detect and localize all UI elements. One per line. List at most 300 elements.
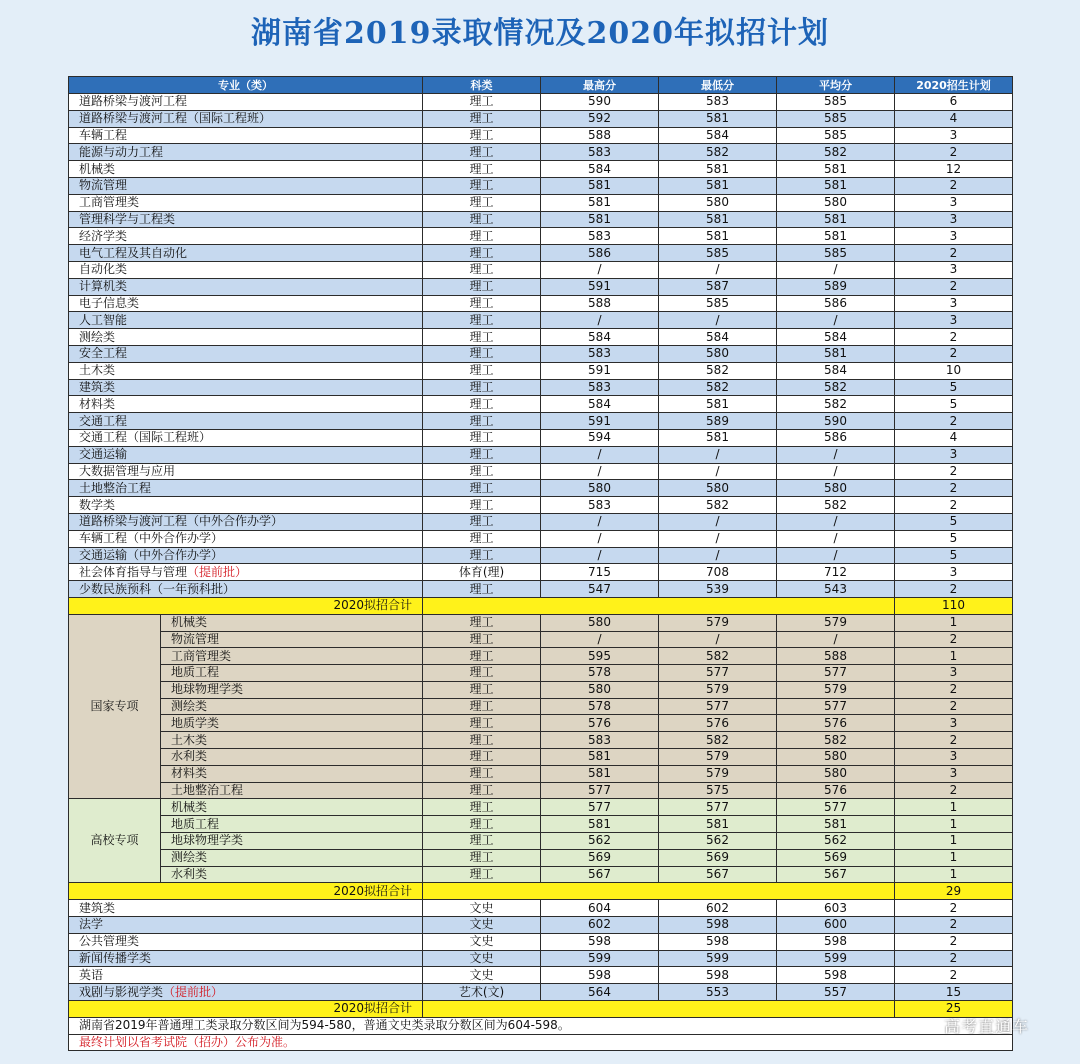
avg-score-cell: 581: [777, 228, 895, 245]
min-score-cell: 553: [659, 984, 777, 1001]
major-cell: 建筑类: [69, 379, 423, 396]
avg-score-cell: /: [777, 312, 895, 329]
max-score-cell: 591: [541, 362, 659, 379]
plan-cell: 2: [895, 732, 1013, 749]
total-row: [69, 597, 1013, 614]
national-special-row: [69, 614, 1013, 631]
table-row: [69, 950, 1013, 967]
university-special-label: 高校专项: [69, 799, 161, 883]
min-score-cell: 567: [659, 866, 777, 883]
major-cell: 公共管理类: [69, 933, 423, 950]
min-score-cell: 581: [659, 396, 777, 413]
category-cell: 理工: [423, 396, 541, 413]
avg-score-cell: /: [777, 530, 895, 547]
max-score-cell: 578: [541, 698, 659, 715]
category-cell: 理工: [423, 833, 541, 850]
plan-cell: 2: [895, 917, 1013, 934]
table-row: [69, 362, 1013, 379]
score-range-note: 湖南省2019年普通理工类录取分数区间为594-580，普通文史类录取分数区间为604-598。: [69, 1017, 1013, 1034]
max-score-cell: 562: [541, 833, 659, 850]
avg-score-cell: 576: [777, 782, 895, 799]
min-score-cell: 580: [659, 194, 777, 211]
plan-cell: 2: [895, 177, 1013, 194]
plan-cell: 3: [895, 446, 1013, 463]
national-special-row: [69, 665, 1013, 682]
national-special-label: 国家专项: [69, 614, 161, 799]
table-row: [69, 463, 1013, 480]
avg-score-cell: 577: [777, 665, 895, 682]
category-cell: 理工: [423, 177, 541, 194]
plan-cell: 2: [895, 345, 1013, 362]
plan-cell: 2: [895, 933, 1013, 950]
plan-cell: 4: [895, 110, 1013, 127]
max-score-cell: 594: [541, 429, 659, 446]
major-cell: 大数据管理与应用: [69, 463, 423, 480]
category-cell: 理工: [423, 816, 541, 833]
header-min: 最低分: [659, 77, 777, 94]
min-score-cell: 579: [659, 749, 777, 766]
plan-cell: 12: [895, 161, 1013, 178]
major-cell: 新闻传播学类: [69, 950, 423, 967]
major-cell: 车辆工程（中外合作办学）: [69, 530, 423, 547]
max-score-cell: 564: [541, 984, 659, 1001]
plan-cell: 5: [895, 379, 1013, 396]
table-row: [69, 211, 1013, 228]
category-cell: 理工: [423, 110, 541, 127]
category-cell: 理工: [423, 849, 541, 866]
avg-score-cell: 581: [777, 161, 895, 178]
avg-score-cell: 586: [777, 429, 895, 446]
category-cell: 理工: [423, 480, 541, 497]
major-cell: 物流管理: [69, 177, 423, 194]
plan-cell: 3: [895, 127, 1013, 144]
table-row: [69, 446, 1013, 463]
avg-score-cell: 585: [777, 94, 895, 111]
avg-score-cell: 584: [777, 329, 895, 346]
university-special-row: [69, 866, 1013, 883]
major-cell: 英语: [69, 967, 423, 984]
max-score-cell: 581: [541, 211, 659, 228]
avg-score-cell: 567: [777, 866, 895, 883]
header-category: 科类: [423, 77, 541, 94]
min-score-cell: 581: [659, 110, 777, 127]
university-special-row: [69, 799, 1013, 816]
avg-score-cell: 600: [777, 917, 895, 934]
major-cell: 机械类: [69, 161, 423, 178]
total-label: 2020拟招合计: [69, 883, 423, 900]
min-score-cell: 602: [659, 900, 777, 917]
max-score-cell: 580: [541, 480, 659, 497]
major-cell: 土木类: [69, 362, 423, 379]
category-cell: 理工: [423, 345, 541, 362]
major-cell: [69, 984, 423, 1001]
min-score-cell: /: [659, 463, 777, 480]
min-score-cell: 580: [659, 480, 777, 497]
header-avg: 平均分: [777, 77, 895, 94]
max-score-cell: 583: [541, 497, 659, 514]
plan-cell: 5: [895, 530, 1013, 547]
min-score-cell: 583: [659, 94, 777, 111]
avg-score-cell: 589: [777, 278, 895, 295]
table-row: [69, 329, 1013, 346]
major-cell: 土地整治工程: [161, 782, 423, 799]
major-cell: 电子信息类: [69, 295, 423, 312]
max-score-cell: 569: [541, 849, 659, 866]
major-cell: 交通运输（中外合作办学）: [69, 547, 423, 564]
avg-score-cell: /: [777, 631, 895, 648]
min-score-cell: 582: [659, 362, 777, 379]
category-cell: 理工: [423, 715, 541, 732]
category-cell: 理工: [423, 446, 541, 463]
min-score-cell: 581: [659, 177, 777, 194]
table-row: [69, 194, 1013, 211]
plan-cell: 1: [895, 816, 1013, 833]
category-cell: 理工: [423, 413, 541, 430]
major-name: 社会体育指导与管理: [79, 564, 188, 579]
major-cell: 安全工程: [69, 345, 423, 362]
major-cell: 地球物理学类: [161, 681, 423, 698]
category-cell: 理工: [423, 194, 541, 211]
min-score-cell: 708: [659, 564, 777, 581]
major-cell: 地质学类: [161, 715, 423, 732]
avg-score-cell: /: [777, 513, 895, 530]
min-score-cell: /: [659, 530, 777, 547]
category-cell: 文史: [423, 950, 541, 967]
avg-score-cell: 584: [777, 362, 895, 379]
plan-cell: 2: [895, 681, 1013, 698]
max-score-cell: 576: [541, 715, 659, 732]
table-row: [69, 94, 1013, 111]
national-special-row: [69, 681, 1013, 698]
table-row: [69, 261, 1013, 278]
min-score-cell: 579: [659, 765, 777, 782]
category-cell: 体育(理): [423, 564, 541, 581]
table-row: [69, 413, 1013, 430]
admission-table: [68, 76, 1013, 1051]
plan-cell: 1: [895, 614, 1013, 631]
max-score-cell: /: [541, 547, 659, 564]
university-special-row: [69, 849, 1013, 866]
category-cell: 理工: [423, 497, 541, 514]
table-row: [69, 480, 1013, 497]
min-score-cell: 575: [659, 782, 777, 799]
min-score-cell: 539: [659, 581, 777, 598]
major-cell: 自动化类: [69, 261, 423, 278]
category-cell: 理工: [423, 614, 541, 631]
category-cell: 理工: [423, 765, 541, 782]
max-score-cell: 591: [541, 278, 659, 295]
avg-score-cell: 603: [777, 900, 895, 917]
major-cell: 建筑类: [69, 900, 423, 917]
category-cell: 理工: [423, 463, 541, 480]
max-score-cell: 567: [541, 866, 659, 883]
min-score-cell: /: [659, 312, 777, 329]
plan-cell: 2: [895, 463, 1013, 480]
note-row: [69, 1017, 1013, 1034]
min-score-cell: 579: [659, 614, 777, 631]
max-score-cell: 577: [541, 782, 659, 799]
category-cell: 理工: [423, 547, 541, 564]
max-score-cell: /: [541, 530, 659, 547]
major-cell: 机械类: [161, 799, 423, 816]
national-special-row: [69, 715, 1013, 732]
avg-score-cell: 581: [777, 177, 895, 194]
plan-cell: 2: [895, 698, 1013, 715]
min-score-cell: 581: [659, 211, 777, 228]
plan-cell: 3: [895, 665, 1013, 682]
table-row: [69, 429, 1013, 446]
table-row: [69, 933, 1013, 950]
category-cell: 理工: [423, 278, 541, 295]
major-cell: 测绘类: [161, 698, 423, 715]
min-score-cell: 581: [659, 429, 777, 446]
min-score-cell: 577: [659, 698, 777, 715]
national-special-row: [69, 648, 1013, 665]
plan-cell: 4: [895, 429, 1013, 446]
major-cell: 能源与动力工程: [69, 144, 423, 161]
table-row: [69, 161, 1013, 178]
category-cell: 理工: [423, 94, 541, 111]
plan-cell: 2: [895, 900, 1013, 917]
max-score-cell: 591: [541, 413, 659, 430]
header-row: [69, 77, 1013, 94]
category-cell: 理工: [423, 379, 541, 396]
header-plan: 2020招生计划: [895, 77, 1013, 94]
major-cell: 人工智能: [69, 312, 423, 329]
total-spacer: [423, 1001, 895, 1018]
major-cell: 工商管理类: [161, 648, 423, 665]
avg-score-cell: 569: [777, 849, 895, 866]
avg-score-cell: /: [777, 261, 895, 278]
min-score-cell: 576: [659, 715, 777, 732]
major-cell: 土地整治工程: [69, 480, 423, 497]
category-cell: 理工: [423, 261, 541, 278]
min-score-cell: 598: [659, 967, 777, 984]
avg-score-cell: 579: [777, 681, 895, 698]
table-row: [69, 497, 1013, 514]
table-row: [69, 127, 1013, 144]
category-cell: 理工: [423, 295, 541, 312]
plan-cell: 3: [895, 564, 1013, 581]
major-cell: 地质工程: [161, 665, 423, 682]
category-cell: 文史: [423, 967, 541, 984]
max-score-cell: 581: [541, 177, 659, 194]
max-score-cell: /: [541, 631, 659, 648]
avg-score-cell: 582: [777, 396, 895, 413]
plan-cell: 2: [895, 967, 1013, 984]
max-score-cell: 586: [541, 245, 659, 262]
min-score-cell: 598: [659, 933, 777, 950]
avg-score-cell: 543: [777, 581, 895, 598]
plan-cell: 2: [895, 631, 1013, 648]
max-score-cell: 581: [541, 765, 659, 782]
category-cell: 理工: [423, 732, 541, 749]
national-special-row: [69, 631, 1013, 648]
avg-score-cell: 598: [777, 967, 895, 984]
max-score-cell: 583: [541, 144, 659, 161]
plan-cell: 3: [895, 295, 1013, 312]
category-cell: 文史: [423, 917, 541, 934]
category-cell: 理工: [423, 581, 541, 598]
total-spacer: [423, 883, 895, 900]
watermark: 高考直通车: [944, 1017, 1030, 1036]
table-row: [69, 900, 1013, 917]
category-cell: 文史: [423, 933, 541, 950]
max-score-cell: 581: [541, 816, 659, 833]
avg-score-cell: 598: [777, 933, 895, 950]
max-score-cell: 584: [541, 329, 659, 346]
max-score-cell: 580: [541, 681, 659, 698]
major-cell: 土木类: [161, 732, 423, 749]
max-score-cell: /: [541, 261, 659, 278]
total-value: 110: [895, 597, 1013, 614]
min-score-cell: 582: [659, 648, 777, 665]
min-score-cell: /: [659, 446, 777, 463]
min-score-cell: 579: [659, 681, 777, 698]
major-cell: 物流管理: [161, 631, 423, 648]
avg-score-cell: 580: [777, 765, 895, 782]
avg-score-cell: 576: [777, 715, 895, 732]
min-score-cell: 598: [659, 917, 777, 934]
avg-score-cell: /: [777, 547, 895, 564]
max-score-cell: 604: [541, 900, 659, 917]
total-value: 25: [895, 1001, 1013, 1018]
max-score-cell: 581: [541, 194, 659, 211]
plan-cell: 2: [895, 413, 1013, 430]
category-cell: 理工: [423, 799, 541, 816]
plan-cell: 1: [895, 849, 1013, 866]
table-row: [69, 312, 1013, 329]
table-row: [69, 917, 1013, 934]
category-cell: 理工: [423, 866, 541, 883]
major-cell: 地球物理学类: [161, 833, 423, 850]
table-row: [69, 530, 1013, 547]
min-score-cell: 580: [659, 345, 777, 362]
total-value: 29: [895, 883, 1013, 900]
major-cell: 工商管理类: [69, 194, 423, 211]
category-cell: 理工: [423, 362, 541, 379]
min-score-cell: 582: [659, 497, 777, 514]
total-row: [69, 1001, 1013, 1018]
plan-cell: 10: [895, 362, 1013, 379]
category-cell: 理工: [423, 665, 541, 682]
avg-score-cell: 588: [777, 648, 895, 665]
table-row: [69, 967, 1013, 984]
plan-cell: 3: [895, 228, 1013, 245]
max-score-cell: 595: [541, 648, 659, 665]
major-cell: 道路桥梁与渡河工程（中外合作办学）: [69, 513, 423, 530]
min-score-cell: 562: [659, 833, 777, 850]
plan-cell: 3: [895, 261, 1013, 278]
plan-cell: 2: [895, 480, 1013, 497]
min-score-cell: 584: [659, 127, 777, 144]
plan-cell: 3: [895, 765, 1013, 782]
major-cell: 车辆工程: [69, 127, 423, 144]
min-score-cell: 581: [659, 816, 777, 833]
max-score-cell: /: [541, 312, 659, 329]
max-score-cell: 578: [541, 665, 659, 682]
total-label: 2020拟招合计: [69, 597, 423, 614]
national-special-row: [69, 765, 1013, 782]
table-row: [69, 984, 1013, 1001]
max-score-cell: 715: [541, 564, 659, 581]
max-score-cell: 547: [541, 581, 659, 598]
category-cell: 理工: [423, 228, 541, 245]
category-cell: 理工: [423, 312, 541, 329]
avg-score-cell: 581: [777, 816, 895, 833]
min-score-cell: 599: [659, 950, 777, 967]
major-cell: 少数民族预科（一年预科批）: [69, 581, 423, 598]
major-cell: 材料类: [161, 765, 423, 782]
plan-cell: 3: [895, 715, 1013, 732]
category-cell: 艺术(文): [423, 984, 541, 1001]
table-row: [69, 110, 1013, 127]
avg-score-cell: 586: [777, 295, 895, 312]
min-score-cell: 581: [659, 161, 777, 178]
page-title: 湖南省2019录取情况及2020年拟招计划: [251, 16, 829, 51]
min-score-cell: /: [659, 631, 777, 648]
plan-cell: 3: [895, 211, 1013, 228]
avg-score-cell: 582: [777, 144, 895, 161]
avg-score-cell: 580: [777, 194, 895, 211]
avg-score-cell: 712: [777, 564, 895, 581]
plan-cell: 2: [895, 144, 1013, 161]
table-row: [69, 396, 1013, 413]
total-row: [69, 883, 1013, 900]
min-score-cell: 582: [659, 732, 777, 749]
major-cell: 机械类: [161, 614, 423, 631]
avg-score-cell: 577: [777, 698, 895, 715]
major-cell: 道路桥梁与渡河工程（国际工程班）: [69, 110, 423, 127]
max-score-cell: 588: [541, 295, 659, 312]
major-cell: 计算机类: [69, 278, 423, 295]
plan-cell: 3: [895, 749, 1013, 766]
major-cell: 交通工程: [69, 413, 423, 430]
plan-cell: 2: [895, 245, 1013, 262]
national-special-row: [69, 749, 1013, 766]
major-cell: 交通运输: [69, 446, 423, 463]
min-score-cell: 587: [659, 278, 777, 295]
avg-score-cell: 585: [777, 127, 895, 144]
table-row: [69, 513, 1013, 530]
max-score-cell: 583: [541, 732, 659, 749]
plan-cell: 2: [895, 581, 1013, 598]
table-row: [69, 295, 1013, 312]
major-cell: 道路桥梁与渡河工程: [69, 94, 423, 111]
national-special-row: [69, 698, 1013, 715]
major-cell: 法学: [69, 917, 423, 934]
category-cell: 理工: [423, 782, 541, 799]
min-score-cell: 585: [659, 295, 777, 312]
plan-cell: 3: [895, 194, 1013, 211]
university-special-row: [69, 816, 1013, 833]
min-score-cell: 569: [659, 849, 777, 866]
plan-cell: 5: [895, 396, 1013, 413]
category-cell: 理工: [423, 648, 541, 665]
table-row: [69, 345, 1013, 362]
min-score-cell: /: [659, 513, 777, 530]
avg-score-cell: /: [777, 446, 895, 463]
max-score-cell: 581: [541, 749, 659, 766]
table-row: [69, 547, 1013, 564]
table-row: [69, 581, 1013, 598]
avg-score-cell: 581: [777, 345, 895, 362]
note-row: [69, 1034, 1013, 1051]
avg-score-cell: 577: [777, 799, 895, 816]
category-cell: 理工: [423, 161, 541, 178]
major-cell: 数学类: [69, 497, 423, 514]
avg-score-cell: 582: [777, 732, 895, 749]
